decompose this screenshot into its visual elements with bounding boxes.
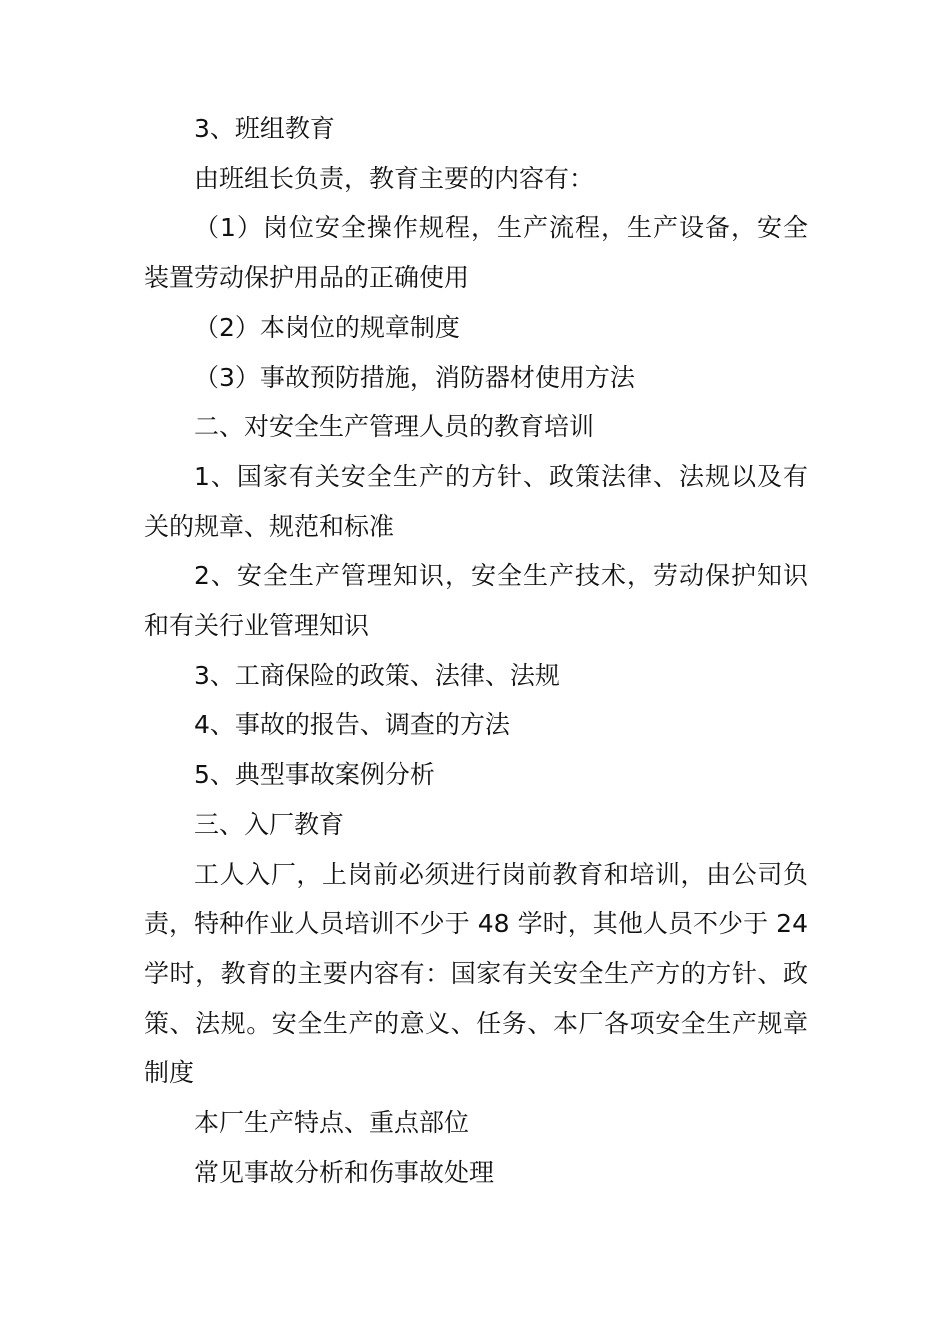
paragraph-9: 3、工商保险的政策、法律、法规 bbox=[194, 660, 560, 690]
paragraph-2: 由班组长负责，教育主要的内容有： bbox=[194, 163, 595, 193]
paragraph-6: 二、对安全生产管理人员的教育培训 bbox=[194, 412, 595, 442]
paragraph-15: 常见事故分析和伤事故处理 bbox=[194, 1157, 495, 1187]
paragraph-1: 3、班组教育 bbox=[194, 114, 335, 143]
paragraph-7: 1、国家有关安全生产的方针、政策法律、法规以及有关的规章、规范和标准 bbox=[144, 461, 808, 541]
paragraph-5: （3）事故预防措施，消防器材使用方法 bbox=[194, 362, 635, 392]
paragraph-8: 2、安全生产管理知识，安全生产技术，劳动保护知识和有关行业管理知识 bbox=[144, 561, 808, 641]
paragraph-11: 5、典型事故案例分析 bbox=[194, 760, 435, 790]
paragraph-10: 4、事故的报告、调查的方法 bbox=[194, 710, 510, 740]
paragraph-12: 三、入厂教育 bbox=[194, 809, 345, 839]
paragraph-4: （2）本岗位的规章制度 bbox=[194, 312, 460, 342]
paragraph-13: 工人入厂，上岗前必须进行岗前教育和培训，由公司负责，特种作业人员培训不少于 48 学时，其他人员不少于 24 学时，教育的主要内容有：国家有关安全生产方的方针、政策、法规。安全生产的意义、任务、本厂各项安全生产规章制度 bbox=[144, 859, 808, 1088]
paragraph-14: 本厂生产特点、重点部位 bbox=[194, 1108, 470, 1138]
document-body bbox=[144, 104, 808, 1197]
paragraph-3: （1）岗位安全操作规程，生产流程，生产设备，安全装置劳动保护用品的正确使用 bbox=[144, 213, 808, 293]
